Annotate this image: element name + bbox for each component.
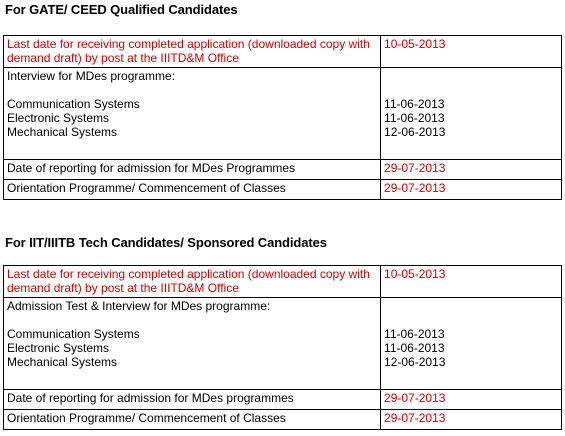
schedule-table-gate-ceed [3, 35, 562, 200]
interview-label: Interview for MDes programme: [7, 69, 176, 83]
table-row-orientation [4, 180, 562, 200]
interview-item-name: Electronic Systems [7, 341, 110, 355]
interview-cell [4, 68, 381, 160]
last-date-label: Last date for receiving completed application (downloaded copy with demand draft) by post at the IIITD&M Office [4, 36, 381, 68]
table-row-interview [4, 68, 562, 160]
orientation-date: 29-07-2013 [381, 180, 562, 200]
table-row-orientation [4, 410, 562, 430]
interview-item-date: 12-06-2013 [384, 125, 446, 139]
interview-item-date: 11-06-2013 [384, 111, 445, 125]
section-heading-iit-iiitb: For IIT/IIITB Tech Candidates/ Sponsored Candidates [5, 235, 327, 250]
interview-item-date: 11-06-2013 [384, 341, 445, 355]
schedule-table-iit-iiitb [3, 265, 562, 430]
interview-label: Admission Test & Interview for MDes programme: [7, 299, 271, 313]
interview-cell [4, 298, 381, 390]
interview-item-name: Electronic Systems [7, 111, 110, 125]
table-row-reporting [4, 390, 562, 410]
interview-dates-cell [381, 68, 562, 160]
last-date-value: 10-05-2013 [381, 266, 562, 298]
section-heading-gate-ceed: For GATE/ CEED Qualified Candidates [5, 2, 238, 17]
interview-item-name: Mechanical Systems [7, 125, 118, 139]
interview-item-name: Communication Systems [7, 327, 140, 341]
orientation-label: Orientation Programme/ Commencement of Classes [4, 410, 381, 430]
orientation-date: 29-07-2013 [381, 410, 562, 430]
interview-item-date: 11-06-2013 [384, 97, 445, 111]
reporting-date: 29-07-2013 [381, 390, 562, 410]
interview-item-date: 12-06-2013 [384, 355, 446, 369]
reporting-date: 29-07-2013 [381, 160, 562, 180]
table-row-interview [4, 298, 562, 390]
table-row-last-date [4, 36, 562, 68]
interview-item-date: 11-06-2013 [384, 327, 445, 341]
orientation-label: Orientation Programme/ Commencement of Classes [4, 180, 381, 200]
interview-item-name: Communication Systems [7, 97, 140, 111]
last-date-label: Last date for receiving completed application (downloaded copy with demand draft) by post at the IIITD&M Office [4, 266, 381, 298]
interview-item-name: Mechanical Systems [7, 355, 118, 369]
table-row-reporting [4, 160, 562, 180]
last-date-value: 10-05-2013 [381, 36, 562, 68]
reporting-label: Date of reporting for admission for MDes programmes [4, 390, 381, 410]
interview-dates-cell [381, 298, 562, 390]
table-row-last-date [4, 266, 562, 298]
reporting-label: Date of reporting for admission for MDes Programmes [4, 160, 381, 180]
